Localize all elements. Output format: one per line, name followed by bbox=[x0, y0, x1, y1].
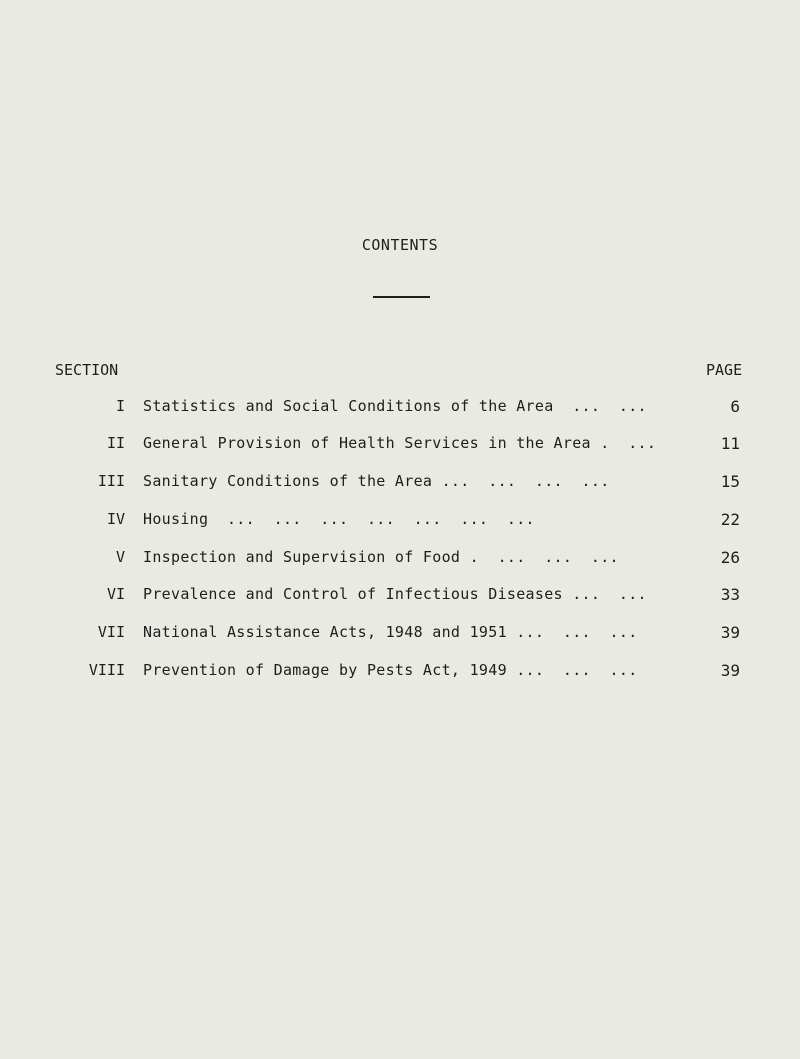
section-number: V bbox=[115, 548, 125, 566]
page-column-header: PAGE bbox=[706, 361, 743, 379]
page-number: 6 bbox=[730, 397, 740, 416]
section-title: Statistics and Social Conditions of the Area ... ... bbox=[143, 397, 647, 415]
toc-entry bbox=[0, 548, 800, 572]
section-title: National Assistance Acts, 1948 and 1951 ... ... ... bbox=[143, 623, 638, 641]
page-number: 39 bbox=[720, 661, 740, 680]
toc-entry bbox=[0, 510, 800, 534]
section-number: VIII bbox=[88, 661, 125, 679]
section-number: IV bbox=[106, 510, 125, 528]
toc-entry bbox=[0, 585, 800, 609]
toc-entry bbox=[0, 434, 800, 458]
section-number: II bbox=[106, 434, 125, 452]
toc-entry bbox=[0, 623, 800, 647]
page-number: 15 bbox=[720, 472, 740, 491]
section-title: Sanitary Conditions of the Area ... ... ... ... bbox=[143, 472, 610, 490]
page-number: 22 bbox=[720, 510, 740, 529]
page-number: 33 bbox=[720, 585, 740, 604]
section-number: I bbox=[115, 397, 125, 415]
toc-entry bbox=[0, 661, 800, 685]
section-number: VII bbox=[97, 623, 125, 641]
title-underline bbox=[373, 296, 430, 298]
toc-entry bbox=[0, 472, 800, 496]
section-title: Inspection and Supervision of Food . ... ... ... bbox=[143, 548, 619, 566]
section-title: Prevention of Damage by Pests Act, 1949 ... ... ... bbox=[143, 661, 638, 679]
section-number: III bbox=[97, 472, 125, 490]
page-title: CONTENTS bbox=[361, 236, 439, 254]
page-number: 11 bbox=[720, 434, 740, 453]
page-number: 26 bbox=[720, 548, 740, 567]
section-title: General Provision of Health Services in the Area . ... bbox=[143, 434, 657, 452]
toc-entry bbox=[0, 397, 800, 421]
section-title: Prevalence and Control of Infectious Diseases ... ... bbox=[143, 585, 647, 603]
section-number: VI bbox=[106, 585, 125, 603]
section-title: Housing ... ... ... ... ... ... ... bbox=[143, 510, 535, 528]
page-number: 39 bbox=[720, 623, 740, 642]
section-column-header: SECTION bbox=[55, 361, 119, 379]
